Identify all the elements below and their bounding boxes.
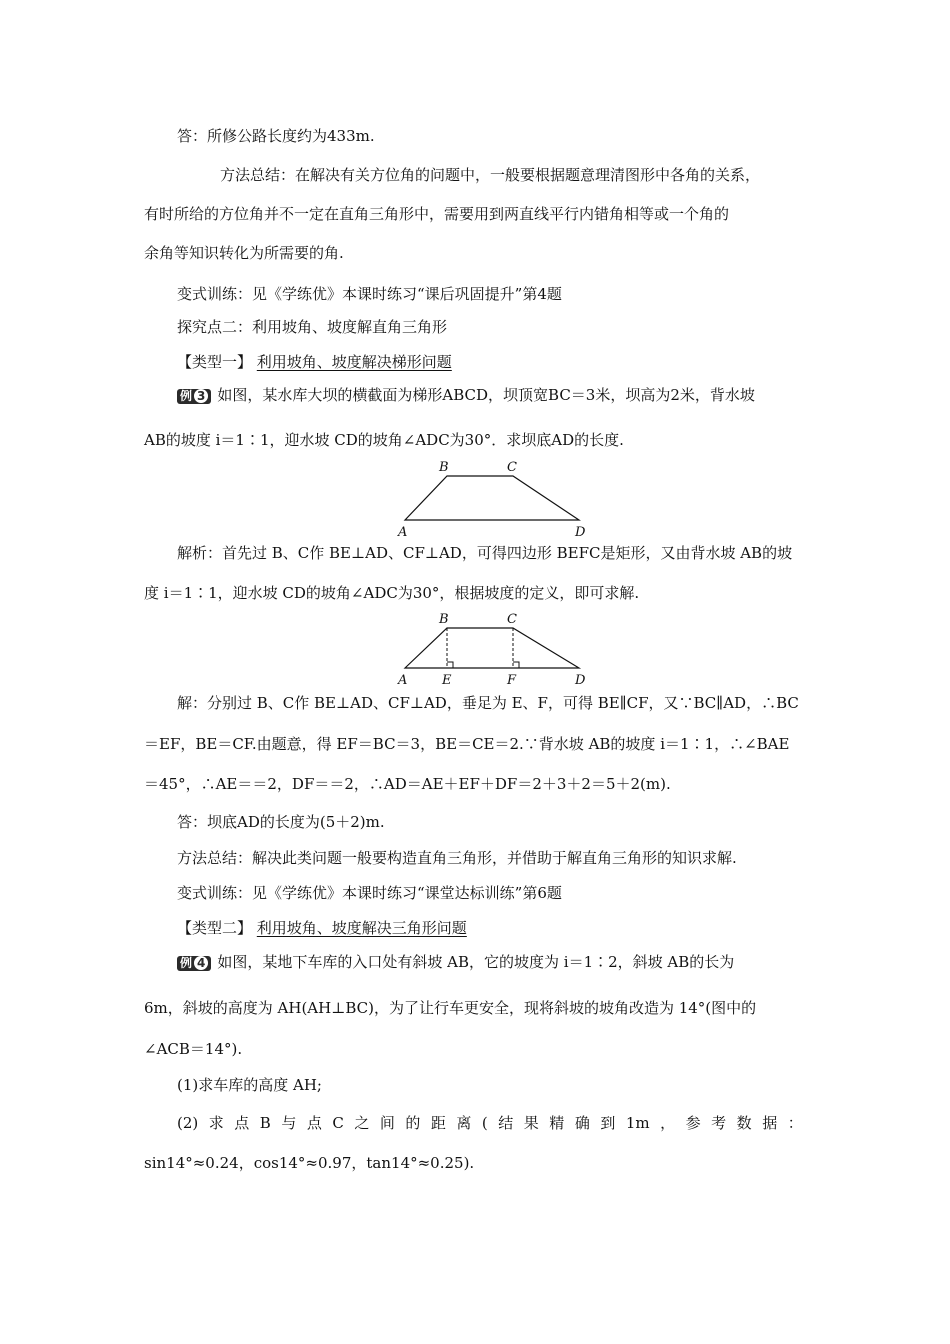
question-2-line-1: [177, 1113, 803, 1133]
trapezoid-heights-figure: [395, 610, 595, 690]
question-2-char: 考: [711, 1114, 727, 1132]
question-2-char: 1m: [625, 1114, 650, 1132]
question-2-char: 参: [685, 1114, 701, 1132]
example-3-line-1: [177, 385, 755, 405]
label-A: A: [398, 525, 408, 540]
solution-line-2: ＝EF，BE＝CF.由题意，得 EF＝BC＝3，BE＝CE＝2.∵背水坡 AB的坡度 i＝1∶1，∴∠BAE: [144, 735, 790, 753]
example-3-text: 如图，某水库大坝的横截面为梯形ABCD，坝顶宽BC＝3米，坝高为2米，背水坡: [217, 386, 755, 404]
type-one-title: 利用坡角、坡度解决梯形问题: [256, 353, 452, 371]
question-2-char: 求: [208, 1114, 224, 1132]
method-summary-line-2: 有时所给的方位角并不一定在直角三角形中，需要用到两直线平行内错角相等或一个角的: [144, 205, 730, 223]
example-4-line-2: 6m，斜坡的高度为 AH(AH⊥BC)，为了让行车更安全，现将斜坡的坡角改造为 14°(图中的: [144, 999, 757, 1017]
label-F: F: [507, 673, 517, 688]
answer-line: 答：所修公路长度约为433m.: [177, 127, 375, 145]
trapezoid-shape-2: [405, 628, 579, 668]
question-2-char: 离: [456, 1114, 472, 1132]
example-3-line-2: AB的坡度 i＝1∶1，迎水坡 CD的坡角∠ADC为30°．求坝底AD的长度.: [144, 431, 624, 449]
solution-line-1: 解：分别过 B、C作 BE⊥AD、CF⊥AD，垂足为 E、F，可得 BE∥CF，又∵BC∥AD，∴BC: [177, 694, 799, 712]
type-two-title: 利用坡角、坡度解决三角形问题: [256, 919, 467, 937]
trapezoid-shape: [405, 476, 579, 520]
example-4-line-1: [177, 952, 734, 972]
explore-point-two: 探究点二：利用坡角、坡度解直角三角形: [177, 318, 448, 336]
question-2-char: 与: [281, 1114, 297, 1132]
label-D-2: D: [575, 673, 586, 688]
question-1: (1)求车库的高度 AH;: [177, 1076, 322, 1094]
right-angle-mark-F: [513, 662, 519, 668]
question-2-char: 的: [405, 1114, 421, 1132]
example-4-line-3: ∠ACB＝14°).: [144, 1040, 243, 1058]
type-one-heading: [177, 352, 452, 372]
question-2-char: (: [481, 1114, 488, 1132]
question-2-char: B: [259, 1114, 271, 1132]
question-2-char: 点: [234, 1114, 250, 1132]
question-2-char: 间: [379, 1114, 395, 1132]
example-4-text: 如图，某地下车库的入口处有斜坡 AB，它的坡度为 i＝1∶2，斜坡 AB的长为: [217, 953, 735, 971]
variant-training-2: 变式训练：见《学练优》本课时练习“课堂达标训练”第6题: [177, 884, 562, 902]
question-2-char: 点: [306, 1114, 322, 1132]
right-angle-mark-E: [447, 662, 453, 668]
trapezoid-figure: [395, 458, 595, 540]
question-2-char: 距: [430, 1114, 446, 1132]
solution-line-3: ＝45°，∴AE＝＝2，DF＝＝2，∴AD＝AE＋EF＋DF＝2＋3＋2＝5＋2(m).: [144, 775, 671, 793]
example-badge-icon-2: 例 4: [177, 956, 211, 971]
question-2-char: 果: [523, 1114, 539, 1132]
question-2-char: ：: [787, 1114, 803, 1132]
method-summary-2: 方法总结：解决此类问题一般要构造直角三角形，并借助于解直角三角形的知识求解.: [177, 849, 737, 867]
label-E: E: [442, 673, 452, 688]
question-2-char: 之: [354, 1114, 370, 1132]
example-badge-icon: 例 3: [177, 389, 211, 404]
label-B: B: [439, 460, 449, 475]
question-2-char: (2): [177, 1114, 199, 1132]
label-C-2: C: [507, 612, 517, 627]
answer-line-2: 答：坝底AD的长度为(5＋2)m.: [177, 813, 385, 831]
type-one-tag: 【类型一】: [177, 353, 253, 371]
question-2-char: C: [332, 1114, 344, 1132]
question-2-line-2: sin14°≈0.24，cos14°≈0.97，tan14°≈0.25).: [144, 1154, 475, 1172]
label-A-2: A: [398, 673, 408, 688]
question-2-char: 精: [549, 1114, 565, 1132]
method-summary-line-3: 余角等知识转化为所需要的角.: [144, 244, 344, 262]
method-summary-line-1: 方法总结：在解决有关方位角的问题中，一般要根据题意理清图形中各角的关系，: [220, 166, 761, 184]
analysis-line-2: 度 i＝1∶1，迎水坡 CD的坡角∠ADC为30°，根据坡度的定义，即可求解.: [144, 584, 640, 602]
label-B-2: B: [439, 612, 449, 627]
type-two-tag: 【类型二】: [177, 919, 253, 937]
type-two-heading: [177, 918, 467, 938]
question-2-char: 数: [736, 1114, 752, 1132]
question-2-char: 到: [600, 1114, 616, 1132]
variant-training-1: 变式训练：见《学练优》本课时练习“课后巩固提升”第4题: [177, 285, 562, 303]
question-2-char: 据: [762, 1114, 778, 1132]
label-D: D: [575, 525, 586, 540]
question-2-char: ，: [660, 1114, 676, 1132]
analysis-line-1: 解析：首先过 B、C作 BE⊥AD、CF⊥AD，可得四边形 BEFC是矩形，又由背水坡 AB的坡: [177, 544, 793, 562]
label-C: C: [507, 460, 517, 475]
question-2-char: 确: [574, 1114, 590, 1132]
question-2-char: 结: [498, 1114, 514, 1132]
